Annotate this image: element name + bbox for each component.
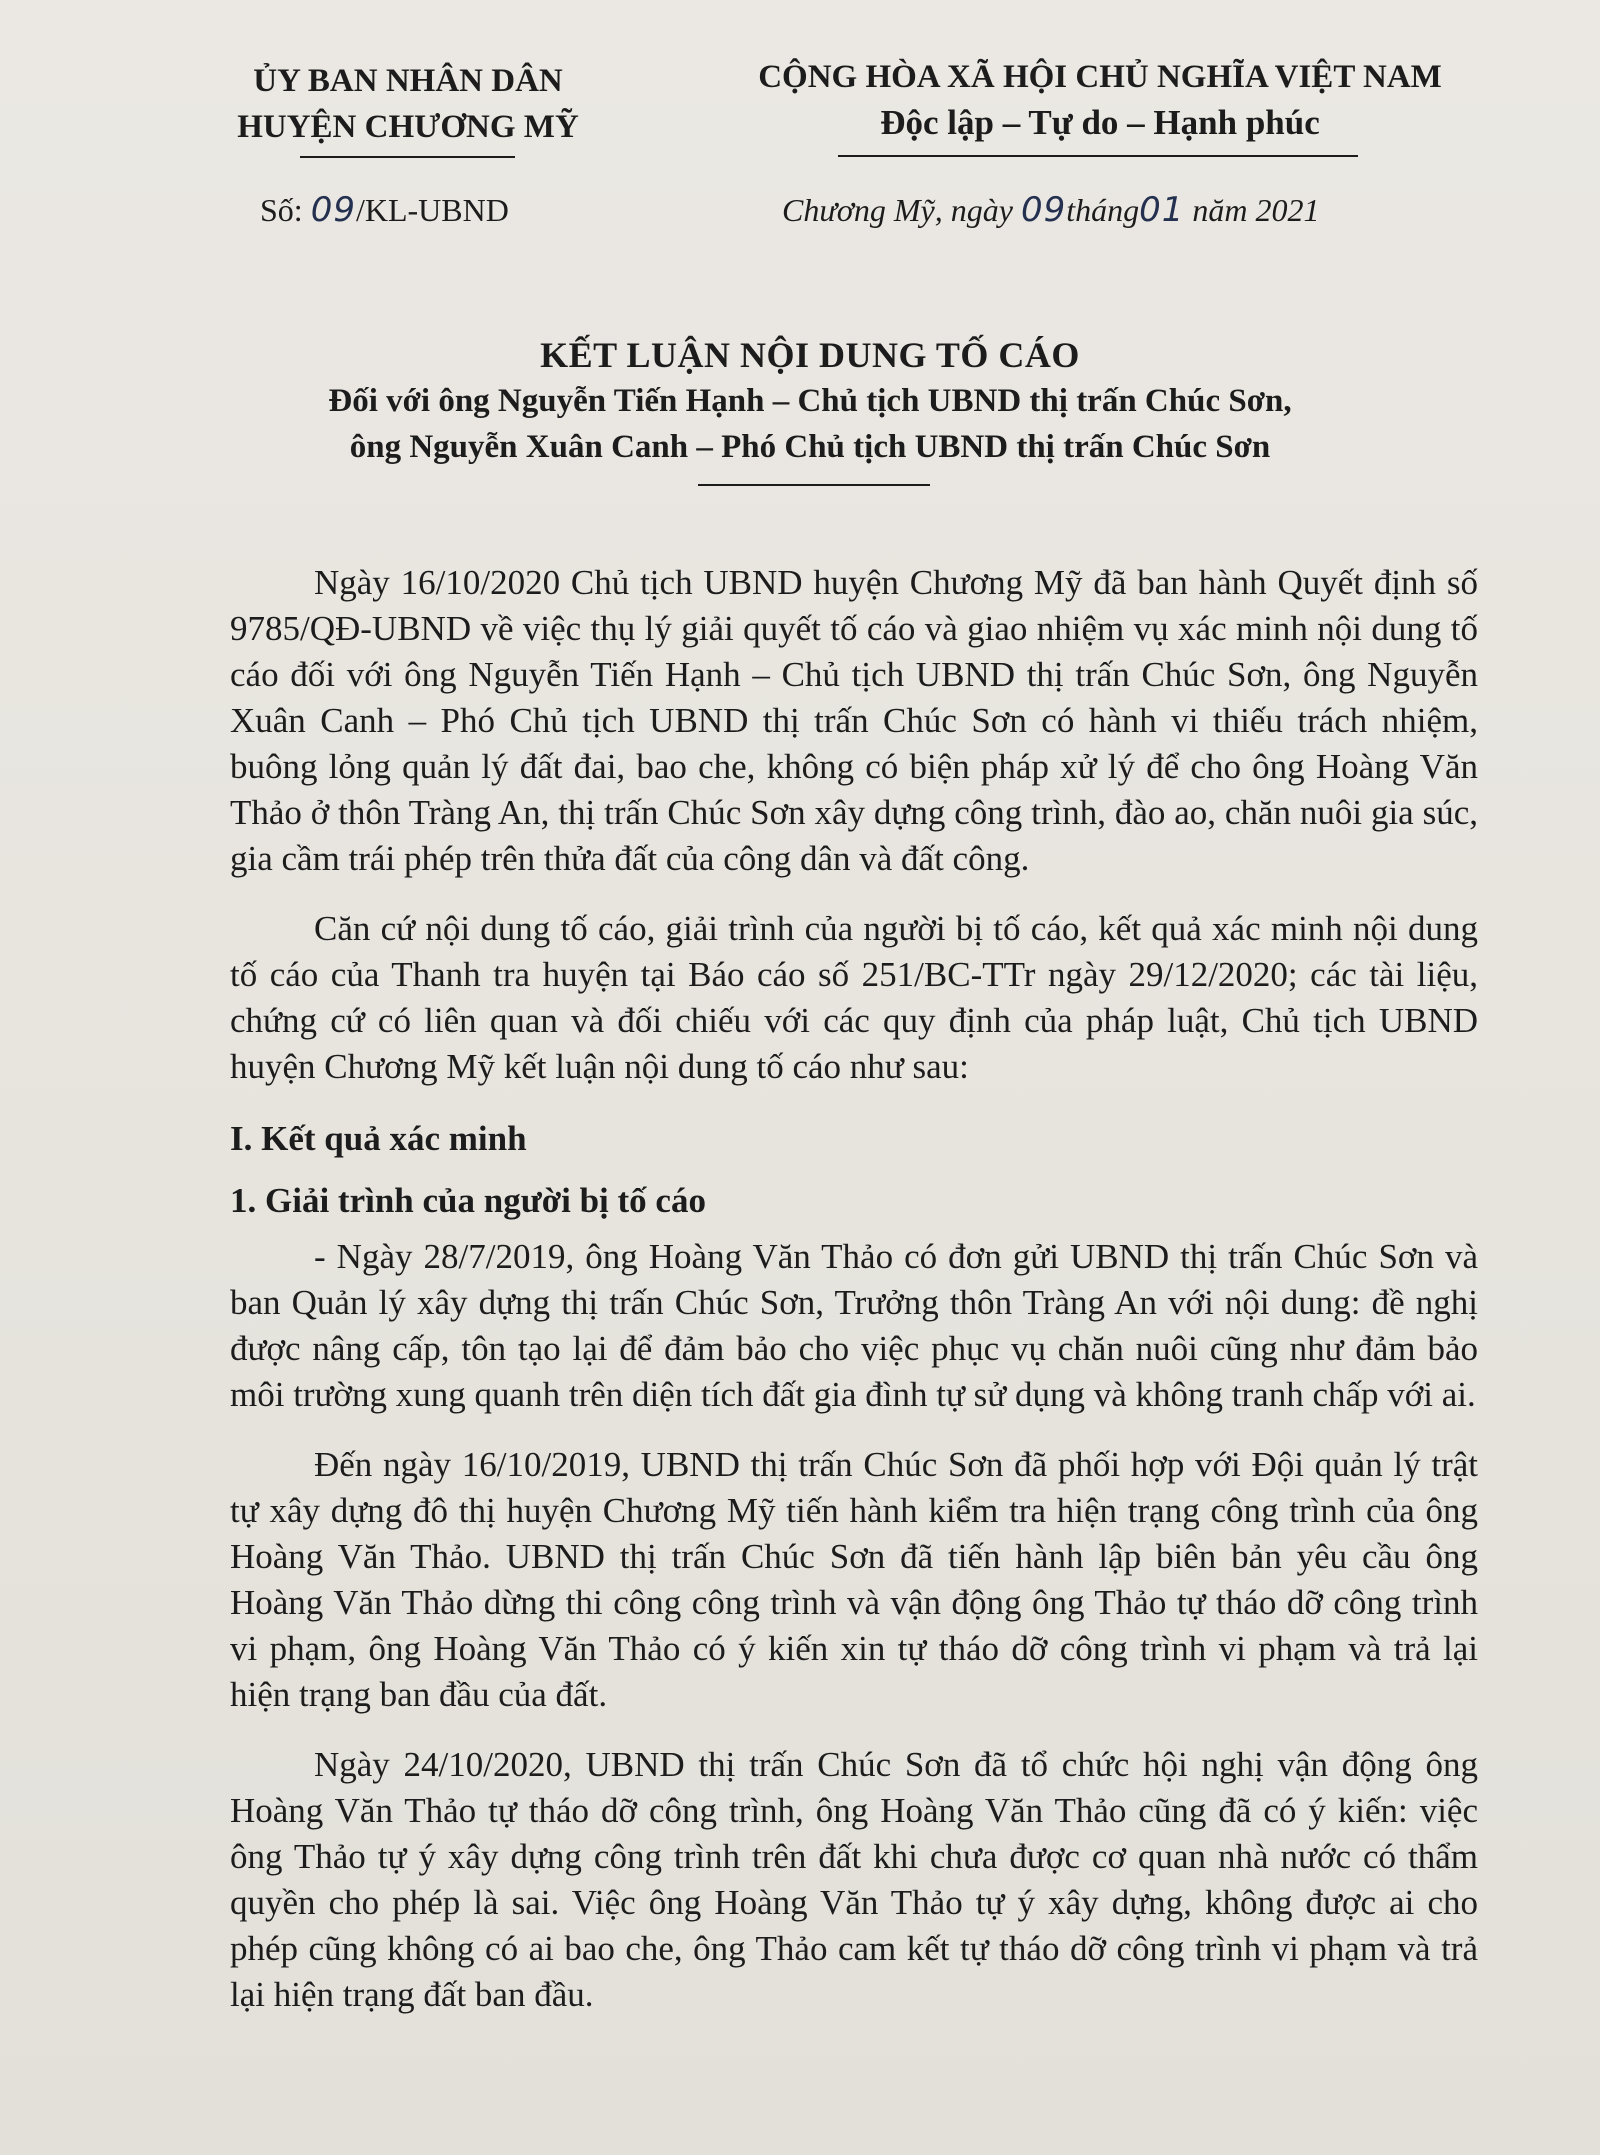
place-date-prefix: Chương Mỹ, ngày bbox=[782, 192, 1013, 228]
authority-underline bbox=[300, 156, 515, 158]
month-label: tháng bbox=[1066, 192, 1140, 228]
section-heading-verification-results: I. Kết quả xác minh bbox=[230, 1119, 527, 1158]
authority-line-2: HUYỆN CHƯƠNG MỸ bbox=[237, 109, 579, 145]
document-number bbox=[260, 190, 509, 230]
title-underline bbox=[698, 484, 930, 486]
paragraph-basis: Căn cứ nội dung tố cáo, giải trình của người bị tố cáo, kết quả xác minh nội dung tố cáo của Thanh tra huyện tại Báo cáo số 251/BC-TTr ngày 29/12/2020; các tài liệu, chứng cứ có liên quan và đối chiếu với các quy định của pháp luật, Chủ tịch UBND huyện Chương Mỹ kết luận nội dung tố cáo như sau: bbox=[230, 909, 1478, 1086]
document-subtitle-2: ông Nguyễn Xuân Canh – Phó Chủ tịch UBND thị trấn Chúc Sơn bbox=[349, 429, 1271, 465]
number-label: Số: bbox=[260, 192, 303, 228]
document-title: KẾT LUẬN NỘI DUNG TỐ CÁO bbox=[540, 335, 1080, 375]
paragraph-request-2019: - Ngày 28/7/2019, ông Hoàng Văn Thảo có đơn gửi UBND thị trấn Chúc Sơn và ban Quản lý xây dựng thị trấn Chúc Sơn, Trưởng thôn Tràng An với nội dung: đề nghị được nâng cấp, tôn tạo lại để đảm bảo cho việc phục vụ chăn nuôi cũng như đảm bảo môi trường xung quanh trên diện tích đất gia đình tự sử dụng và không tranh chấp với ai. bbox=[230, 1237, 1478, 1414]
year-text: năm 2021 bbox=[1192, 192, 1320, 228]
paragraph-intro: Ngày 16/10/2020 Chủ tịch UBND huyện Chương Mỹ đã ban hành Quyết định số 9785/QĐ-UBND về việc thụ lý giải quyết tố cáo và giao nhiệm vụ xác minh nội dung tố cáo đối với ông Nguyễn Tiến Hạnh – Chủ tịch UBND thị trấn Chúc Sơn, ông Nguyễn Xuân Canh – Phó Chủ tịch UBND thị trấn Chúc Sơn có hành vi thiếu trách nhiệm, buông lỏng quản lý đất đai, bao che, không có biện pháp xử lý để cho ông Hoàng Văn Thảo ở thôn Tràng An, thị trấn Chúc Sơn xây dựng công trình, đào ao, chăn nuôi gia súc, gia cầm trái phép trên thửa đất của công dân và đất công. bbox=[230, 563, 1478, 878]
handwritten-number: 09 bbox=[310, 190, 356, 230]
paragraph-conference-2020: Ngày 24/10/2020, UBND thị trấn Chúc Sơn đã tổ chức hội nghị vận động ông Hoàng Văn Thảo tự tháo dỡ công trình, ông Hoàng Văn Thảo cũng đã có ý kiến: việc ông Thảo tự ý xây dựng công trình trên đất khi chưa được cơ quan nhà nước có thẩm quyền cho phép là sai. Việc ông Hoàng Văn Thảo tự ý xây dựng, không được ai cho phép cũng không có ai bao che, ông Thảo cam kết tự tháo dỡ công trình vi phạm và trả lại hiện trạng đất ban đầu. bbox=[230, 1745, 1478, 2014]
country-name: CỘNG HÒA XÃ HỘI CHỦ NGHĨA VIỆT NAM bbox=[758, 59, 1442, 95]
document-title-block bbox=[160, 332, 1460, 470]
document-body bbox=[230, 560, 1478, 2042]
national-heading bbox=[690, 54, 1510, 146]
subsection-heading-explanation: 1. Giải trình của người bị tố cáo bbox=[230, 1181, 706, 1220]
handwritten-day: 09 bbox=[1020, 190, 1067, 230]
document-subtitle-1: Đối với ông Nguyễn Tiến Hạnh – Chủ tịch UBND thị trấn Chúc Sơn, bbox=[328, 383, 1292, 419]
motto-underline bbox=[838, 155, 1358, 157]
number-suffix: /KL-UBND bbox=[355, 192, 509, 228]
authority-line-1: ỦY BAN NHÂN DÂN bbox=[253, 63, 563, 99]
handwritten-month: 01 bbox=[1139, 190, 1185, 230]
paragraph-inspection-2019: Đến ngày 16/10/2019, UBND thị trấn Chúc Sơn đã phối hợp với Đội quản lý trật tự xây dựng đô thị huyện Chương Mỹ tiến hành kiểm tra hiện trạng công trình của ông Hoàng Văn Thảo. UBND thị trấn Chúc Sơn đã tiến hành lập biên bản yêu cầu ông Hoàng Văn Thảo dừng thi công công trình và vận động ông Thảo tự tháo dỡ công trình vi phạm, ông Hoàng Văn Thảo có ý kiến xin tự tháo dỡ công trình vi phạm và trả lại hiện trạng ban đầu của đất. bbox=[230, 1445, 1478, 1714]
national-motto: Độc lập – Tự do – Hạnh phúc bbox=[880, 103, 1320, 142]
place-and-date bbox=[782, 190, 1319, 230]
issuing-authority bbox=[198, 58, 618, 150]
